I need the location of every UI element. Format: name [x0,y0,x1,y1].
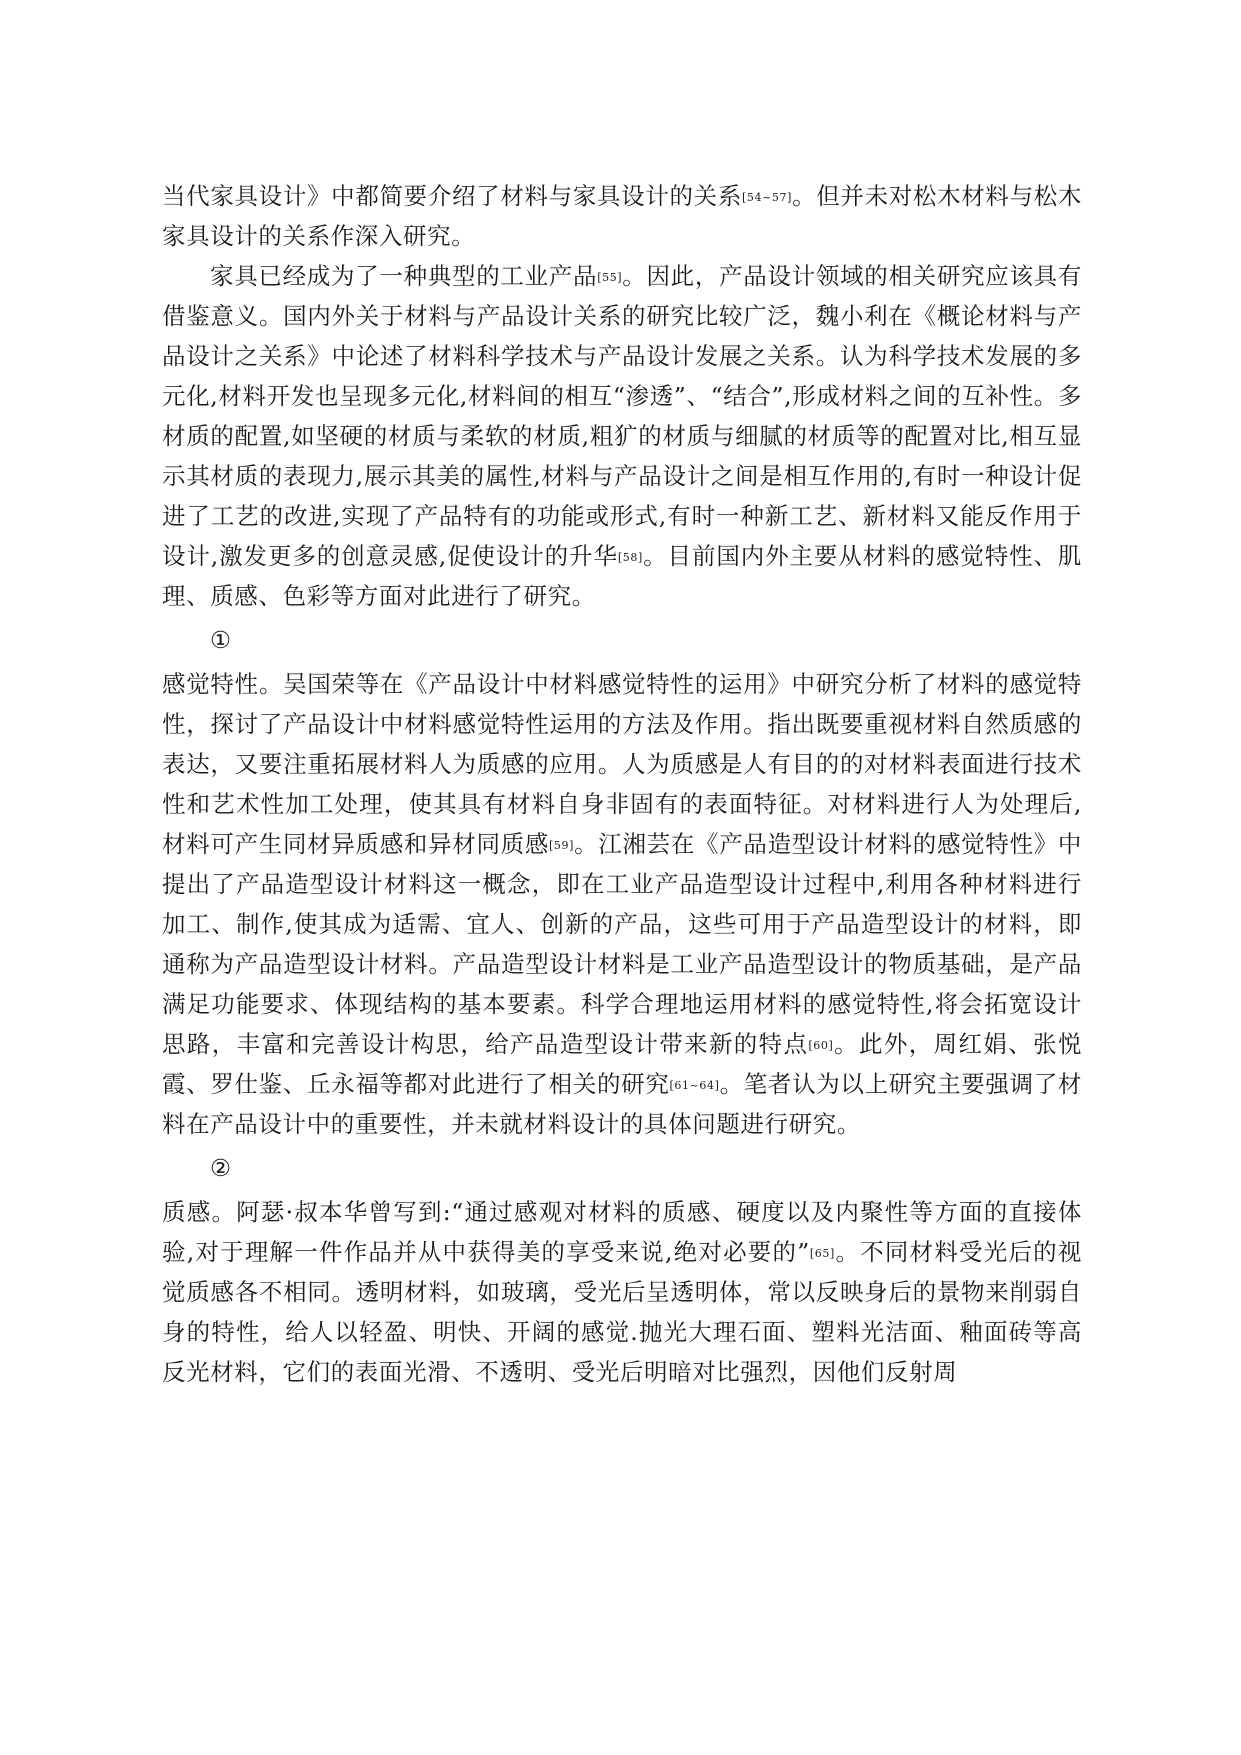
paragraph-text: 感觉特性。吴国荣等在《产品设计中材料感觉特性的运用》中研究分析了材料的感觉特性，探讨了产品设计中材料感觉特性运用的方法及作用。指出既要重视材料自然质感的表达，又要注重拓展材料人为质感的应用。人为质感是人有目的的对材料表面进行技术性和艺术性加工处理，使其具有材料自身非固有的表面特征。对材料进行人为处理后,材料可产生同材异质感和异材同质感 [162,670,1082,858]
paragraph-3 [162,664,1082,1144]
paragraph-1 [162,176,1082,256]
citation: [58] [617,551,643,564]
paragraph-text: 。江湘芸在《产品造型设计材料的感觉特性》中提出了产品造型设计材料这一概念，即在工业产品造型设计过程中,利用各种材料进行加工、制作,使其成为适需、宜人、创新的产品，这些可用于产品造型设计的材料，即通称为产品造型设计材料。产品造型设计材料是工业产品造型设计的物质基础，是产品满足功能要求、体现结构的基本要素。科学合理地运用材料的感觉特性,将会拓宽设计思路，丰富和完善设计构思，给产品造型设计带来新的特点 [162,830,1082,1058]
citation: [65] [809,1247,835,1260]
list-marker-1: ① [210,626,232,654]
citation: [59] [549,839,575,852]
paragraph-text: 。不同材料受光后的视觉质感各不相同。透明材料，如玻璃，受光后呈透明体，常以反映身后的景物来削弱自身的特性，给人以轻盈、明快、开阔的感觉.抛光大理石面、塑料光洁面、釉面砖等高反光材料，它们的表面光滑、不透明、受光后明暗对比强烈，因他们反射周 [162,1238,1082,1386]
paragraph-text: 家具已经成为了一种典型的工业产品 [210,262,598,290]
citation: [60] [808,1039,834,1052]
body-text [162,176,1082,1392]
paragraph-text: 当代家具设计》中都简要介绍了材料与家具设计的关系 [162,182,742,210]
paragraph-text: 。笔者认为以上研究主要强调了材料在产品设计中的重要性，并未就材料设计的具体问题进行研究。 [162,1070,1082,1138]
list-marker-2: ② [210,1154,232,1182]
paragraph-2 [162,256,1082,616]
paragraph-text: 。但并未对松木材料与松木家具设计的关系作深入研究。 [162,182,1082,250]
paragraph-text: 质感。阿瑟·叔本华曾写到:“通过感观对材料的质感、硬度以及内聚性等方面的直接体验,对于理解一件作品并从中获得美的享受来说,绝对必要的” [162,1198,1082,1266]
paragraph-text: 。目前国内外主要从材料的感觉特性、肌理、质感、色彩等方面对此进行了研究。 [162,542,1082,610]
citation: [54~57] [742,191,792,204]
paragraph-text: 。此外，周红娟、张悦霞、罗仕鉴、丘永福等都对此进行了相关的研究 [162,1030,1083,1098]
citation: [61~64] [669,1079,720,1092]
paragraph-text: 。因此，产品设计领域的相关研究应该具有借鉴意义。国内外关于材料与产品设计关系的研究比较广泛，魏小利在《概论材料与产品设计之关系》中论述了材料科学技术与产品设计发展之关系。认为科学技术发展的多元化,材料开发也呈现多元化,材料间的相互“渗透”、“结合”,形成材料之间的互补性。多材质的配置,如坚硬的材质与柔软的材质,粗犷的材质与细腻的材质等的配置对比,相互显示其材质的表现力,展示其美的属性,材料与产品设计之间是相互作用的,有时一种设计促进了工艺的改进,实现了产品特有的功能或形式,有时一种新工艺、新材料又能反作用于设计,激发更多的创意灵感,促使设计的升华 [162,262,1082,570]
citation: [55] [597,271,623,284]
paragraph-4 [162,1192,1082,1392]
